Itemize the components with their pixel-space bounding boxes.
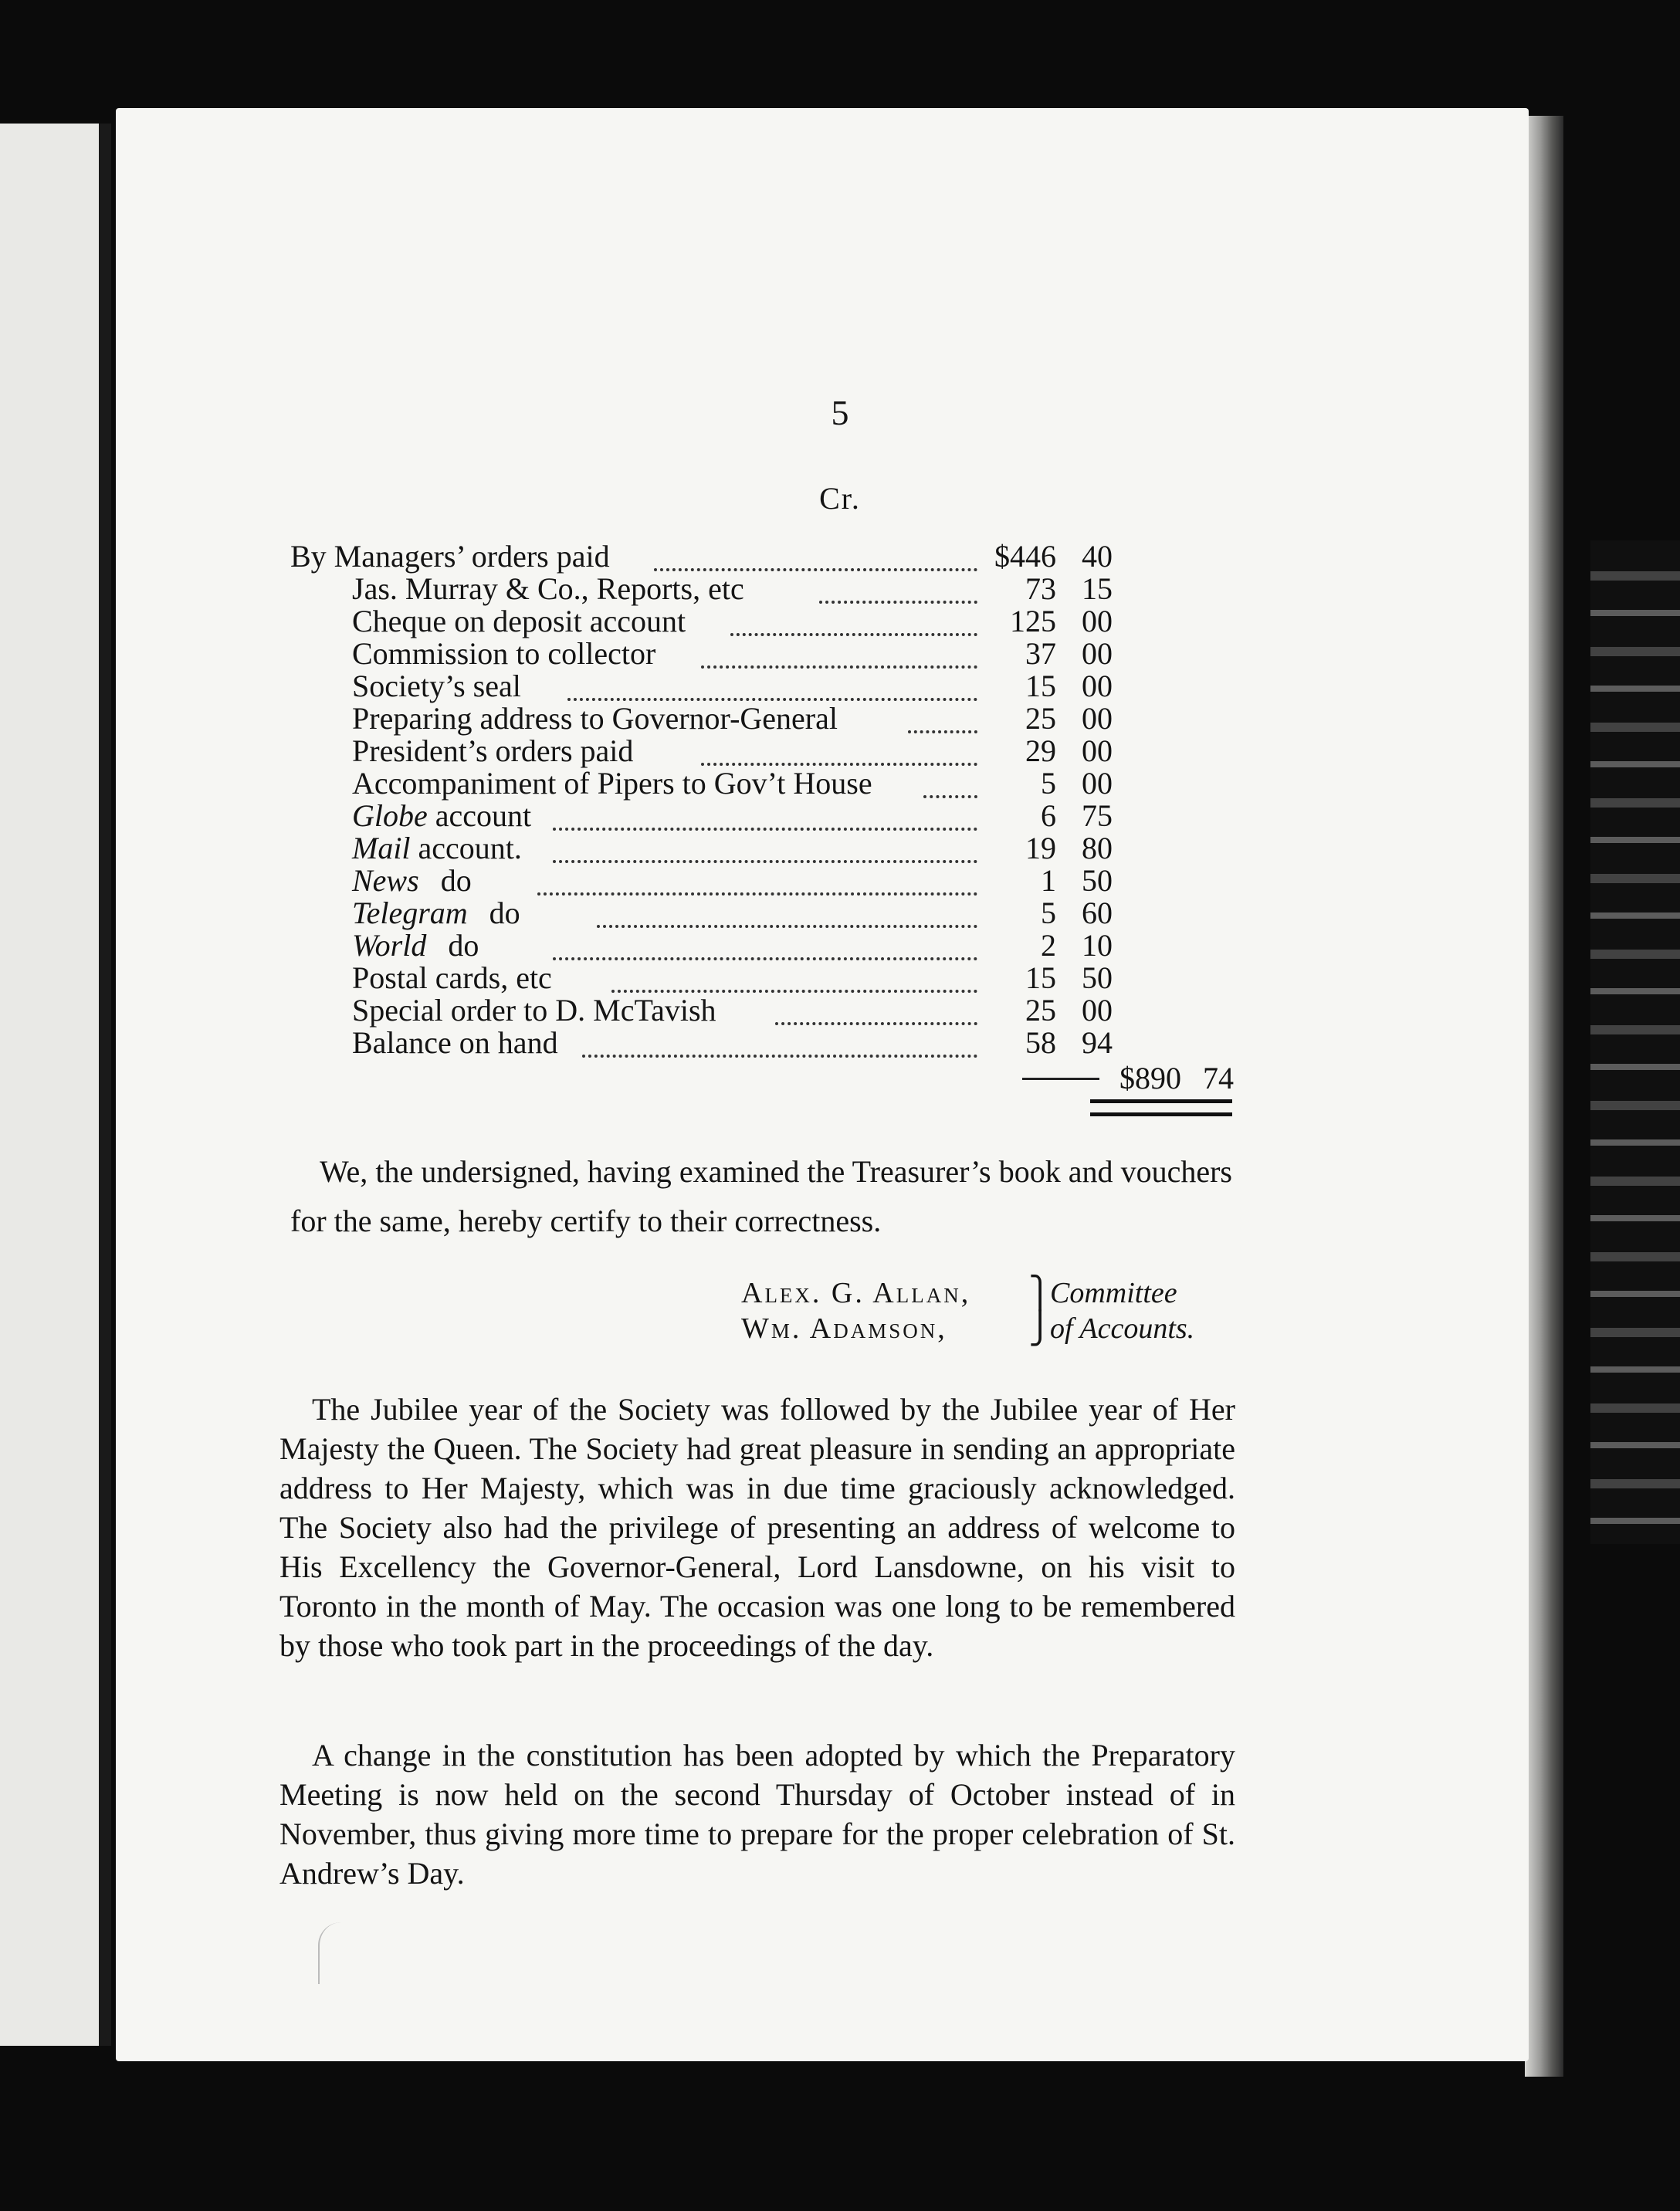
dot-leader	[582, 1022, 977, 1058]
newspaper-name: Telegram	[352, 896, 468, 930]
ledger-description-text: Jas. Murray & Co., Reports, etc	[352, 571, 744, 606]
amount-dollars: 1	[1041, 863, 1056, 898]
jubilee-paragraph: The Jubilee year of the Society was followed by the Jubilee year of Her Majesty the Queen. The Society had great pleasure in sending an appropriate address to Her Majesty, which was in due time graciously acknowledged. The Society also had the privilege of presenting an address of welcome to His Excellency the Governor-General, Lord Lansdowne, on his visit to Toronto in the month of May. The occasion was one long to be remembered by those who took part in the proceedings of the day.	[279, 1392, 1235, 1663]
amount-cents: 40	[1082, 539, 1113, 574]
amount-dollars: 5	[1041, 896, 1056, 930]
ledger-description	[352, 573, 744, 605]
amount-dollars: 25	[1025, 993, 1056, 1028]
ledger-row	[290, 540, 1255, 573]
ledger-description-text: Balance on hand	[352, 1025, 558, 1060]
page-number: 5	[831, 393, 849, 432]
amount-cents: 50	[1082, 863, 1113, 898]
brace-top: ⎫	[1028, 1275, 1052, 1310]
amount-dollars: 58	[1025, 1025, 1056, 1060]
ledger-row	[290, 1027, 1255, 1059]
dot-leader	[654, 536, 977, 571]
amount-cents: 00	[1082, 701, 1113, 736]
amount-cents: 00	[1082, 604, 1113, 638]
dot-leader	[701, 730, 977, 766]
ledger-row	[290, 962, 1255, 994]
signature-line	[741, 1275, 1251, 1311]
ledger-description-text: Special order to D. McTavish	[352, 993, 716, 1028]
amount-dollars: 73	[1025, 571, 1056, 606]
ledger-description-text: Society’s seal	[352, 669, 521, 703]
ledger-description	[290, 540, 610, 573]
amount-cents: 00	[1082, 733, 1113, 768]
committee-role: of Accounts.	[1050, 1312, 1195, 1345]
amount-cents: 60	[1082, 896, 1113, 930]
dot-leader	[775, 990, 977, 1025]
total-cents: 74	[1203, 1061, 1234, 1095]
ledger-total-row	[290, 1061, 1255, 1098]
amount-dollars: $446	[994, 539, 1056, 574]
ledger-description-suffix: do	[440, 863, 472, 898]
dot-leader	[553, 925, 977, 960]
credit-ledger	[290, 540, 1255, 1098]
total-dollars: $890	[1119, 1061, 1181, 1095]
ledger-row	[290, 735, 1255, 767]
signature-block	[741, 1275, 1251, 1346]
marbled-book-edge	[1590, 540, 1680, 1544]
amount-dollars: 25	[1025, 701, 1056, 736]
amount-cents: 94	[1082, 1025, 1113, 1060]
ledger-description-suffix: do	[489, 896, 520, 930]
dot-leader	[701, 633, 977, 669]
signatory-name: Alex. G. Allan,	[741, 1277, 971, 1309]
committee-role: Committee	[1050, 1277, 1177, 1309]
dot-leader	[730, 601, 977, 636]
ledger-description	[352, 962, 552, 994]
dot-leader	[553, 795, 977, 831]
dot-leader	[923, 763, 977, 798]
amount-cents: 00	[1082, 669, 1113, 703]
ledger-description-text: Commission to collector	[352, 636, 656, 671]
amount-cents: 15	[1082, 571, 1113, 606]
certification-text: We, the undersigned, having examined the Treasurer’s book and vouchers for the same, hereby certify to their correctness.	[290, 1154, 1232, 1238]
dot-leader	[908, 698, 977, 733]
amount-cents: 00	[1082, 636, 1113, 671]
amount-cents: 10	[1082, 928, 1113, 963]
brace-bottom: ⎭	[1028, 1311, 1052, 1346]
amount-cents: 00	[1082, 766, 1113, 801]
amount-dollars: 29	[1025, 733, 1056, 768]
amount-dollars: 6	[1041, 798, 1056, 833]
dot-leader	[819, 568, 977, 604]
dot-leader	[567, 665, 977, 701]
amount-dollars: 37	[1025, 636, 1056, 671]
ledger-description	[352, 735, 633, 767]
total-double-rule	[1090, 1099, 1232, 1116]
ledger-description-suffix: do	[448, 928, 479, 963]
constitution-paragraph: A change in the constitution has been adopted by which the Preparatory Meeting is now held on the second Thursday of October instead of in November, thus giving more time to prepare for the proper celebration of St. Andrew’s Day.	[279, 1738, 1235, 1891]
ledger-description	[352, 605, 686, 638]
amount-dollars: 15	[1025, 960, 1056, 995]
ledger-description-text: Accompaniment of Pipers to Gov’t House	[352, 766, 872, 801]
signatory-name: Wm. Adamson,	[741, 1312, 947, 1345]
newspaper-name: Mail	[352, 831, 411, 865]
newspaper-name: World	[352, 928, 427, 963]
ledger-row	[290, 670, 1255, 703]
ledger-description-text: By Managers’ orders paid	[290, 539, 610, 574]
ledger-description-suffix: account	[427, 798, 532, 833]
amount-dollars: 15	[1025, 669, 1056, 703]
amount-cents: 50	[1082, 960, 1113, 995]
total-dash-rule	[1022, 1078, 1099, 1080]
amount-cents: 80	[1082, 831, 1113, 865]
amount-dollars: 5	[1041, 766, 1056, 801]
ledger-description-text: President’s orders paid	[352, 733, 634, 768]
pencil-mark	[318, 1922, 347, 1984]
ledger-description	[352, 670, 521, 703]
amount-cents: 75	[1082, 798, 1113, 833]
amount-dollars: 19	[1025, 831, 1056, 865]
newspaper-name: Globe	[352, 798, 428, 833]
ledger-description	[352, 929, 479, 962]
dot-leader	[553, 828, 977, 863]
newspaper-name: News	[352, 863, 419, 898]
ledger-description-suffix: account.	[410, 831, 522, 865]
amount-dollars: 125	[1010, 604, 1056, 638]
ledger-description-text: Postal cards, etc	[352, 960, 552, 995]
signature-line	[741, 1311, 1251, 1346]
ledger-description	[352, 865, 472, 897]
amount-dollars: 2	[1041, 928, 1056, 963]
dot-leader	[597, 892, 977, 928]
dot-leader	[611, 957, 977, 993]
ledger-description-text: Cheque on deposit account	[352, 604, 686, 638]
ledger-description	[352, 800, 531, 832]
ledger-description	[352, 1027, 558, 1059]
ledger-description-text: Preparing address to Governor-General	[352, 701, 838, 736]
account-heading: Cr.	[819, 481, 861, 516]
dot-leader	[537, 860, 977, 896]
amount-cents: 00	[1082, 993, 1113, 1028]
ledger-description	[352, 897, 520, 929]
ledger-description	[352, 832, 522, 865]
